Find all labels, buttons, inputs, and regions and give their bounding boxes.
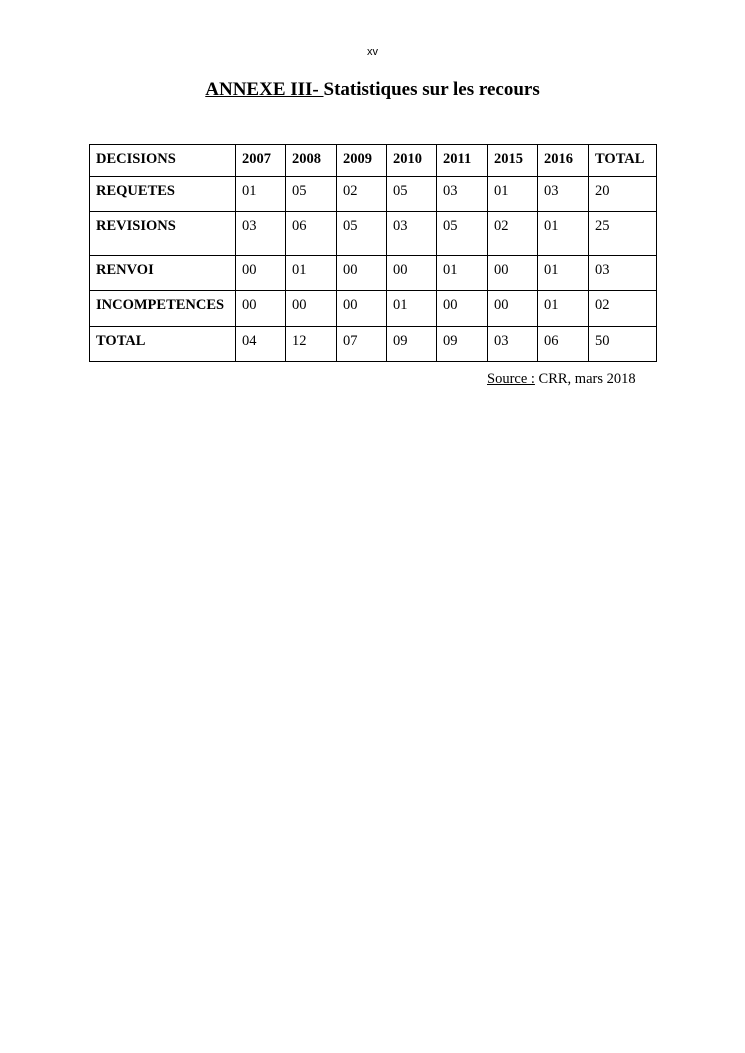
source-note <box>487 371 636 388</box>
table-cell: 03 <box>236 212 286 256</box>
table-cell: 07 <box>337 327 387 362</box>
table-cell: 25 <box>589 212 657 256</box>
table-cell: 00 <box>236 291 286 327</box>
table-cell: 00 <box>488 256 538 291</box>
table-cell: 20 <box>589 177 657 212</box>
table-cell: 00 <box>337 256 387 291</box>
table-cell: 05 <box>337 212 387 256</box>
page-number: xv <box>367 46 378 58</box>
row-label: INCOMPETENCES <box>90 291 236 327</box>
table-cell: 03 <box>437 177 488 212</box>
table-cell: 00 <box>286 291 337 327</box>
table-cell: 05 <box>286 177 337 212</box>
row-label: REVISIONS <box>90 212 236 256</box>
title-text: Statistiques sur les recours <box>323 79 540 100</box>
table-cell: 00 <box>337 291 387 327</box>
header-cell: TOTAL <box>589 145 657 177</box>
table-cell: 05 <box>387 177 437 212</box>
header-cell: 2015 <box>488 145 538 177</box>
table-cell: 06 <box>538 327 589 362</box>
table-cell: 01 <box>538 291 589 327</box>
table-cell: 01 <box>488 177 538 212</box>
table-cell: 00 <box>387 256 437 291</box>
table-cell: 03 <box>488 327 538 362</box>
statistics-table <box>89 144 657 362</box>
row-label: TOTAL <box>90 327 236 362</box>
table-cell: 00 <box>437 291 488 327</box>
title-prefix: ANNEXE III- <box>205 79 324 100</box>
table-cell: 02 <box>488 212 538 256</box>
source-text: CRR, mars 2018 <box>534 371 636 387</box>
table-row <box>90 212 657 256</box>
table-cell: 05 <box>437 212 488 256</box>
table-cell: 01 <box>286 256 337 291</box>
row-label: RENVOI <box>90 256 236 291</box>
header-cell: 2011 <box>437 145 488 177</box>
table-cell: 09 <box>437 327 488 362</box>
page-title <box>0 79 745 101</box>
table-cell: 03 <box>387 212 437 256</box>
table-cell: 09 <box>387 327 437 362</box>
table-cell: 06 <box>286 212 337 256</box>
table-cell: 00 <box>236 256 286 291</box>
table-cell: 02 <box>337 177 387 212</box>
table-cell: 01 <box>236 177 286 212</box>
table-row <box>90 327 657 362</box>
table-cell: 12 <box>286 327 337 362</box>
table-row <box>90 177 657 212</box>
table-cell: 01 <box>538 256 589 291</box>
table-cell: 03 <box>538 177 589 212</box>
table-cell: 01 <box>387 291 437 327</box>
header-cell: 2007 <box>236 145 286 177</box>
table-cell: 03 <box>589 256 657 291</box>
source-label: Source : <box>487 371 535 387</box>
table-cell: 00 <box>488 291 538 327</box>
table-cell: 01 <box>538 212 589 256</box>
header-cell: 2008 <box>286 145 337 177</box>
table-cell: 04 <box>236 327 286 362</box>
table-cell: 50 <box>589 327 657 362</box>
header-cell: DECISIONS <box>90 145 236 177</box>
table-cell: 02 <box>589 291 657 327</box>
header-row <box>90 145 657 177</box>
table-row <box>90 256 657 291</box>
header-cell: 2009 <box>337 145 387 177</box>
table-row <box>90 291 657 327</box>
row-label: REQUETES <box>90 177 236 212</box>
header-cell: 2016 <box>538 145 589 177</box>
table-cell: 01 <box>437 256 488 291</box>
header-cell: 2010 <box>387 145 437 177</box>
